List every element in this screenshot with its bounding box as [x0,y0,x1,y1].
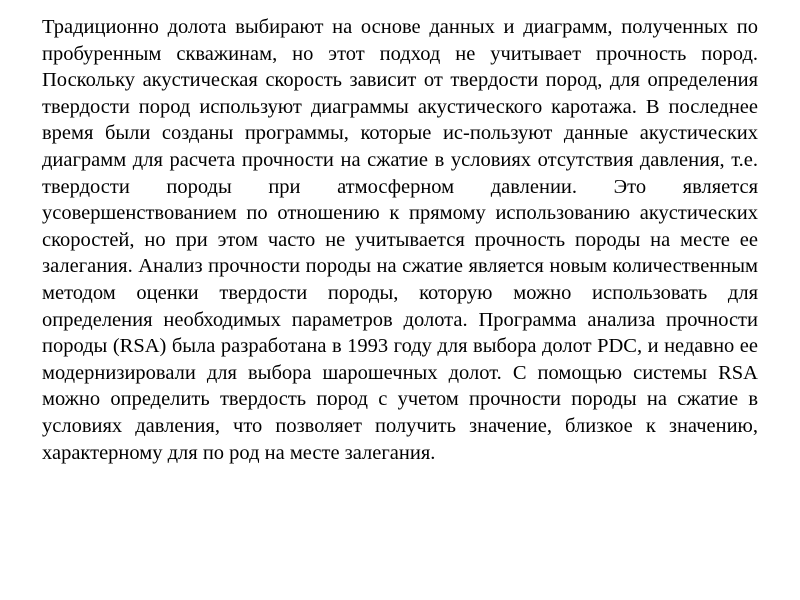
body-paragraph: Традиционно долота выбирают на основе данных и диаграмм, полученных по пробуренным скважинам, но этот подход не учитывает прочность пород. Поскольку акустическая скорость зависит от твердости пород, для определения твердости пород используют диаграммы акустического каротажа. В последнее время были созданы программы, которые ис-пользуют данные акустических диаграмм для расчета прочности на сжатие в условиях отсутствия давления, т.е. твердости породы при атмосферном давлении. Это является усовершенствованием по отношению к прямому использованию акустических скоростей, но при этом часто не учитывается прочность породы на месте ее залегания. Анализ прочности породы на сжатие является новым количественным методом оценки твердости породы, которую можно использовать для определения необходимых параметров долота. Программа анализа прочности породы (RSA) была разработана в 1993 году для выбора долот PDC, и недавно ее модернизировали для выбора шарошечных долот. С помощью системы RSA можно определить твердость пород с учетом прочности породы на сжатие в условиях давления, что позволяет получить значение, близкое к значению, характерному для по род на месте залегания. [42,16,758,464]
